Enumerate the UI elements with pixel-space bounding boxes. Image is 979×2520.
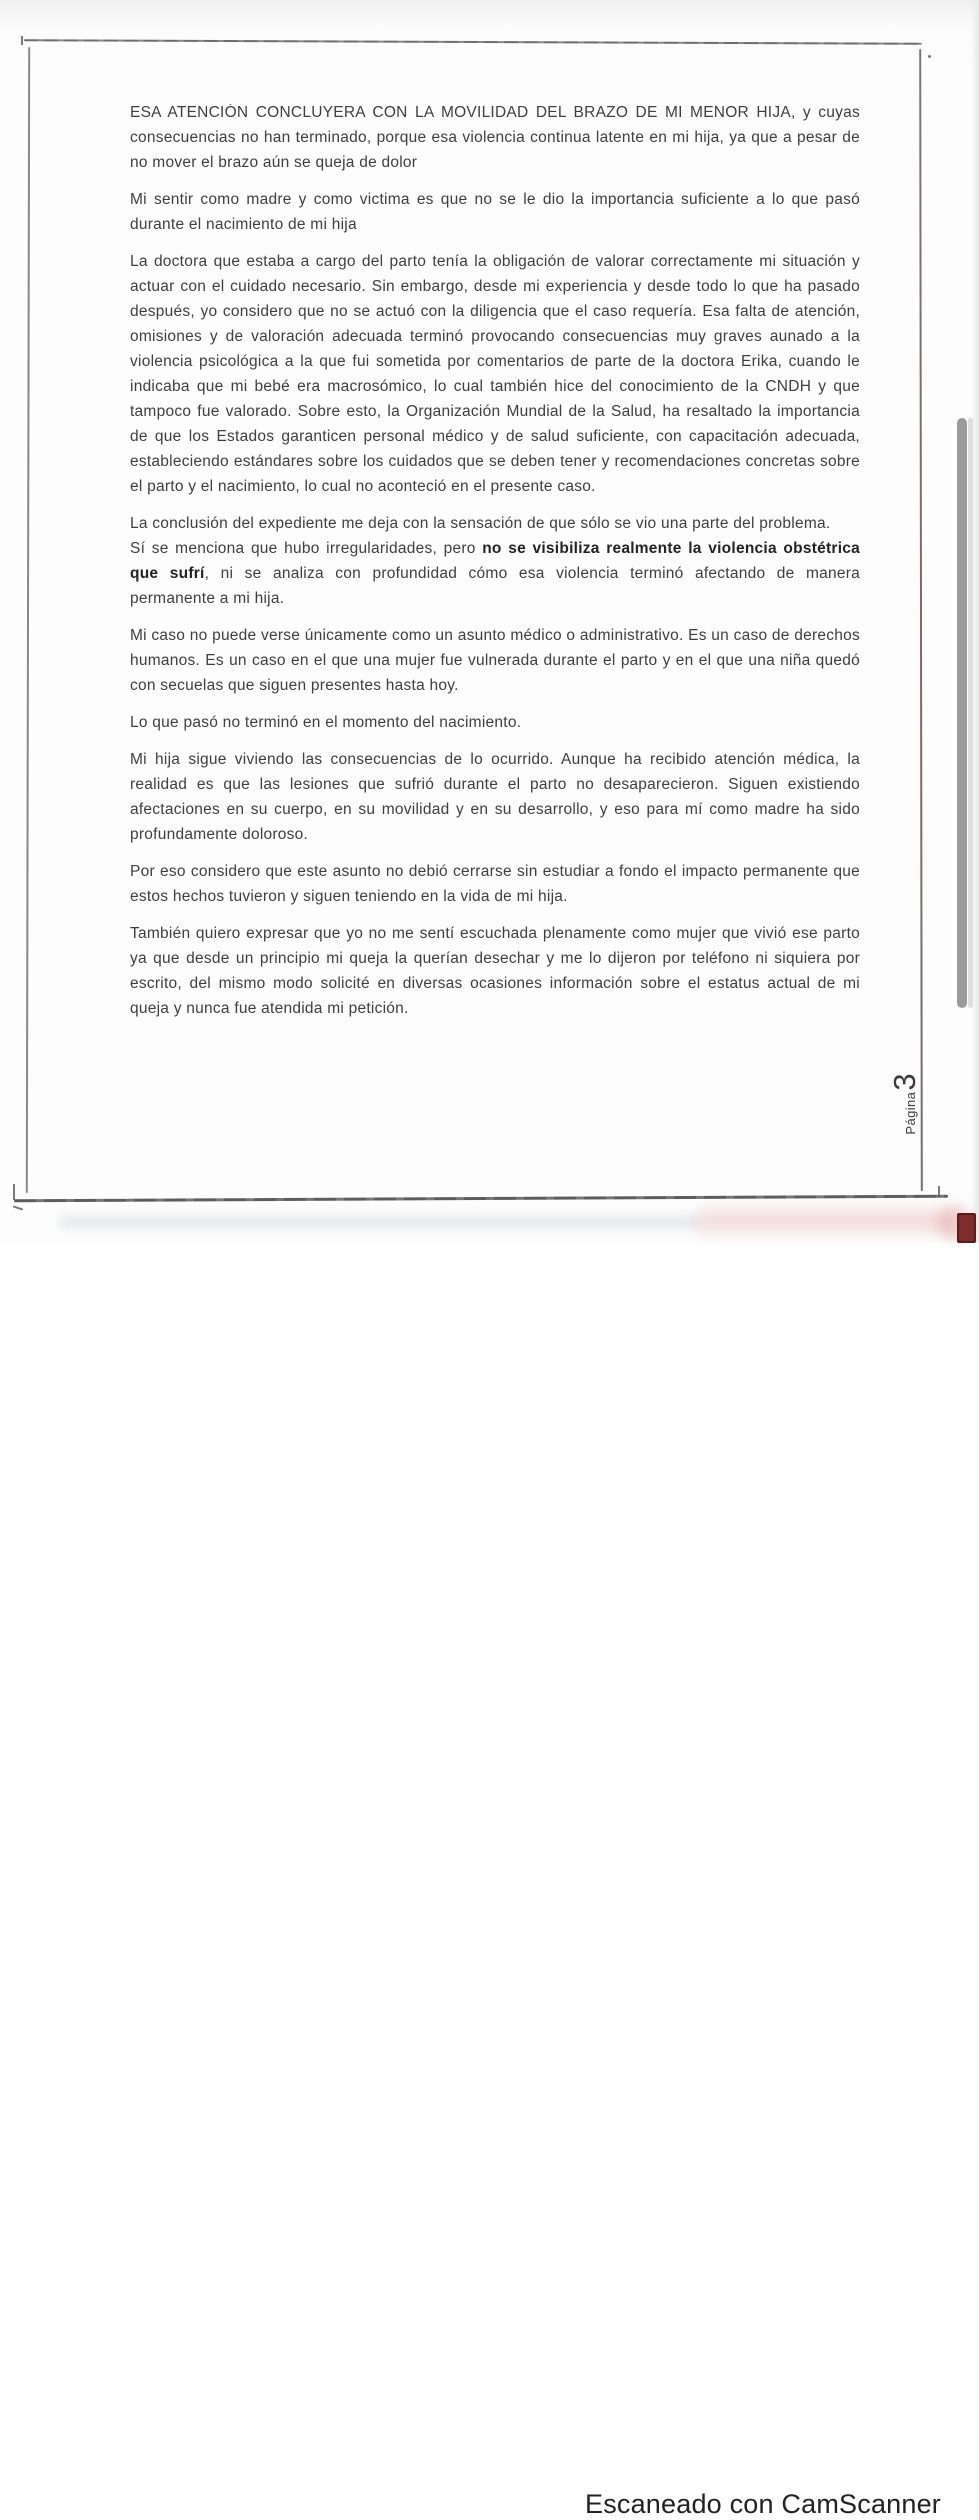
border-corner-mark	[928, 55, 931, 58]
footer-watermark-text: Escaneado con CamScanner	[584, 2489, 941, 2519]
paragraph	[130, 623, 860, 698]
border-corner-mark	[13, 1184, 15, 1200]
paragraph	[130, 187, 860, 237]
text-run: Mi sentir como madre y como victima es que no se le dio la importancia suficiente a lo que pasó durante el nacimiento de mi hija	[130, 191, 860, 233]
scanned-page	[0, 0, 979, 1243]
page-word: Página	[903, 1091, 918, 1135]
bold-text-run: no se visibiliza realmente la violencia obstétrica que sufrí	[130, 540, 860, 582]
border-right-line	[919, 49, 923, 1191]
paragraph	[130, 511, 860, 536]
text-run: Lo que pasó no terminó en el momento del nacimiento.	[130, 714, 522, 731]
camscanner-logo-icon	[957, 1213, 976, 1243]
border-top-line	[24, 39, 922, 44]
paragraph	[130, 100, 860, 175]
paragraph	[130, 859, 860, 909]
scan-artifact	[60, 1216, 700, 1228]
scrollbar-thumb[interactable]	[957, 418, 967, 1008]
page-number: 3	[887, 1073, 922, 1091]
text-run: , ni se analiza con profundidad cómo esa violencia terminó afectando de manera permanente a mi hija.	[130, 565, 861, 607]
text-run: Sí se menciona que hubo irregularidades, pero	[130, 540, 483, 557]
paragraph	[130, 921, 860, 1021]
page-number-label	[887, 1048, 926, 1160]
paragraph	[130, 249, 860, 499]
text-run: También quiero expresar que yo no me sentí escuchada plenamente como mujer que vivió ese parto ya que desde un principio mi queja la querían desechar y me lo dijeron por teléfono ni siquiera por escrito, del mismo modo solicité en diversas ocasiones información sobre el estatus actual de mi queja y nunca fue atendida mi petición.	[130, 925, 860, 1017]
border-corner-mark	[21, 36, 23, 45]
border-bottom-line	[14, 1195, 948, 1203]
scrollbar-track[interactable]	[968, 418, 973, 1008]
border-left-line	[26, 47, 30, 1193]
border-corner-mark	[13, 1206, 23, 1211]
text-run: La doctora que estaba a cargo del parto tenía la obligación de valorar correctamente mi situación y actuar con el cuidado necesario. Sin embargo, desde mi experiencia y desde todo lo que ha pasado después, yo considero que no se actuó con la diligencia que el caso requería. Esa falta de atención, omisiones y de valoración adecuada terminó provocando consecuencias muy graves aunado a la violencia psicológica a la que fui sometida por comentarios de parte de la doctora Erika, cuando le indicaba que mi bebé era macrosómico, lo cual también hice del conocimiento de la CNDH y que tampoco fue valorado. Sobre esto, la Organización Mundial de la Salud, ha resaltado la importancia de que los Estados garanticen personal médico y de salud suficiente, con capacitación adecuada, estableciendo estándares sobre los cuidados que se deben tener y recomendaciones concretas sobre el parto y el nacimiento, lo cual no aconteció en el presente caso.	[130, 253, 860, 495]
border-corner-mark	[938, 1186, 940, 1197]
document-text	[130, 100, 860, 1033]
paragraph	[130, 536, 860, 611]
paragraph	[130, 710, 860, 735]
text-run: La conclusión del expediente me deja con la sensación de que sólo se vio una parte del problema.	[130, 515, 831, 532]
text-run: Mi caso no puede verse únicamente como un asunto médico o administrativo. Es un caso de derechos humanos. Es un caso en el que una mujer fue vulnerada durante el parto y en el que una niña quedó con secuelas que siguen presentes hasta hoy.	[130, 627, 860, 694]
camscanner-footer	[0, 1243, 979, 2519]
text-run: Mi hija sigue viviendo las consecuencias de lo ocurrido. Aunque ha recibido atención médica, la realidad es que las lesiones que sufrió durante el parto no desaparecieron. Siguen existiendo afectaciones en su cuerpo, en su movilidad y en su desarrollo, y eso para mí como madre ha sido profundamente doloroso.	[130, 751, 860, 843]
text-run: ESA ATENCIÓN CONCLUYERA CON LA MOVILIDAD DEL BRAZO DE MI MENOR HIJA, y cuyas consecuencias no han terminado, porque esa violencia continua latente en mi hija, ya que a pesar de no mover el brazo aún se queja de dolor	[130, 104, 860, 171]
text-run: Por eso considero que este asunto no debió cerrarse sin estudiar a fondo el impacto permanente que estos hechos tuvieron y siguen teniendo en la vida de mi hija.	[130, 863, 860, 905]
scan-artifact	[698, 1209, 950, 1233]
paragraph	[130, 747, 860, 847]
